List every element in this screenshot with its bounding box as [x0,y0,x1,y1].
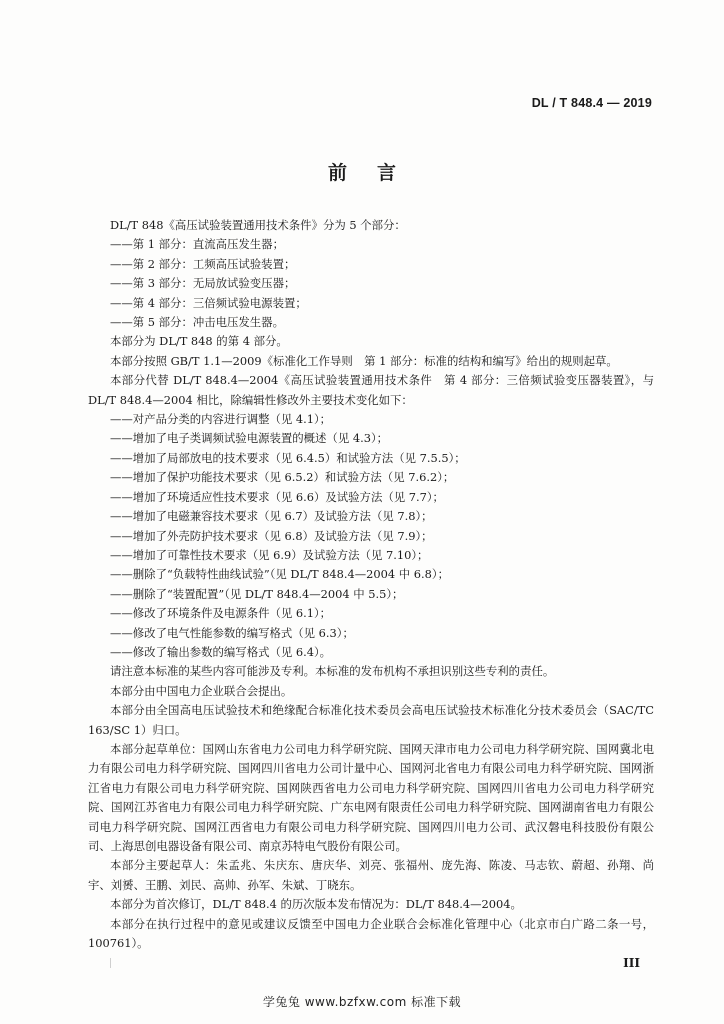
list-item: ——删除了“装置配置”（见 DL/T 848.4—2004 中 5.5）； [110,586,404,601]
list-item: ——增加了可靠性技术要求（见 6.9）及试验方法（见 7.10）； [110,547,429,562]
list-item: ——增加了环境适应性技术要求（见 6.6）及试验方法（见 7.7）； [110,489,444,504]
drafters-paragraph: 本部分主要起草人：朱孟兆、朱庆东、唐庆华、刘亮、张福州、庞先海、陈凌、马志钦、蔚超、孙翔、尚宇、刘赟、王鹏、刘民、高帅、孙军、朱斌、丁晓东。 [88,858,654,892]
list-item: ——增加了保护功能技术要求（见 6.5.2）和试验方法（见 7.6.2）； [110,470,455,485]
page-number: III [623,956,640,970]
replaces-paragraph: 本部分代替 DL/T 848.4—2004《高压试验装置通用技术条件 第 4 部分：三倍频试验变压器装置》，与 DL/T 848.4—2004 相比，除编辑性修改外主要技术变化如下： [88,373,654,407]
scan-artifact [110,958,111,968]
list-item: ——增加了局部放电的技术要求（见 6.4.5）和试验方法（见 7.5.5）； [110,450,466,465]
history-paragraph: 本部分为首次修订，DL/T 848.4 的历次版本发布情况为：DL/T 848.4—2004。 [110,897,522,912]
list-item: ——增加了电子类调频试验电源装置的概述（见 4.3）； [110,431,389,446]
list-item: ——修改了电气性能参数的编写格式（见 6.3）； [110,625,354,640]
list-item: ——修改了环境条件及电源条件（见 6.1）； [110,606,332,621]
intro-paragraph: DL/T 848《高压试验装置通用技术条件》分为 5 个部分： [110,218,406,232]
feedback-paragraph: 本部分在执行过程中的意见或建议反馈至中国电力企业联合会标准化管理中心（北京市白广路二条一号，100761）。 [88,916,654,951]
standard-code: DL / T 848.4 — 2019 [531,96,652,110]
managed-by-paragraph: 本部分由全国高电压试验技术和绝缘配合标准化技术委员会高电压试验技术标准化分技术委员会（SAC/TC 163/SC 1）归口。 [88,703,654,737]
this-part-paragraph: 本部分为 DL/T 848 的第 4 部分。 [110,334,288,349]
list-item: ——删除了“负载特性曲线试验”（见 DL/T 848.4—2004 中 6.8）； [110,567,449,582]
list-item: ——增加了电磁兼容技术要求（见 6.7）及试验方法（见 7.8）； [110,509,433,524]
footer-watermark: 学兔兔 www.bzfxw.com 标准下载 [262,995,462,1009]
parts-list [88,235,654,332]
drafting-rule-paragraph: 本部分按照 GB/T 1.1—2009《标准化工作导则 第 1 部分：标准的结构和编写》给出的规则起草。 [110,353,618,368]
list-item: ——修改了输出参数的编写格式（见 6.4）。 [110,644,332,659]
list-item: ——第 5 部分：冲击电压发生器。 [110,315,284,330]
changes-list [88,410,654,662]
list-item: ——第 3 部分：无局放试验变压器； [110,276,296,291]
list-item: ——第 2 部分：工频高压试验装置； [110,256,296,271]
list-item: ——第 4 部分：三倍频试验电源装置； [110,295,307,310]
patent-notice-paragraph: 请注意本标准的某些内容可能涉及专利。本标准的发布机构不承担识别这些专利的责任。 [110,664,555,679]
list-item: ——第 1 部分：直流高压发生器； [110,237,284,252]
foreword-body [88,216,654,953]
drafting-units-paragraph: 本部分起草单位：国网山东省电力公司电力科学研究院、国网天津市电力公司电力科学研究院、国网冀北电力有限公司电力科学研究院、国网四川省电力公司计量中心、国网河北省电力有限公司电力科学研究院、国网浙江省电力有限公司电力科学研究院、国网陕西省电力公司电力科学研究院、国网四川省电力公司电力科学研究院、国网江苏省电力有限公司电力科学研究院、广东电网有限责任公司电力科学研究院、国网湖南省电力有限公司电力科学研究院、国网江西省电力有限公司电力科学研究院、国网四川电力公司、武汉磐电科技股份有限公司、上海思创电器设备有限公司、南京苏特电气股份有限公司。 [88,741,654,853]
list-item: ——增加了外壳防护技术要求（见 6.8）及试验方法（见 7.9）； [110,528,433,543]
list-item: ——对产品分类的内容进行调整（见 4.1）； [110,412,332,427]
proposed-by-paragraph: 本部分由中国电力企业联合会提出。 [110,683,293,698]
page-title: 前言 [327,162,426,184]
